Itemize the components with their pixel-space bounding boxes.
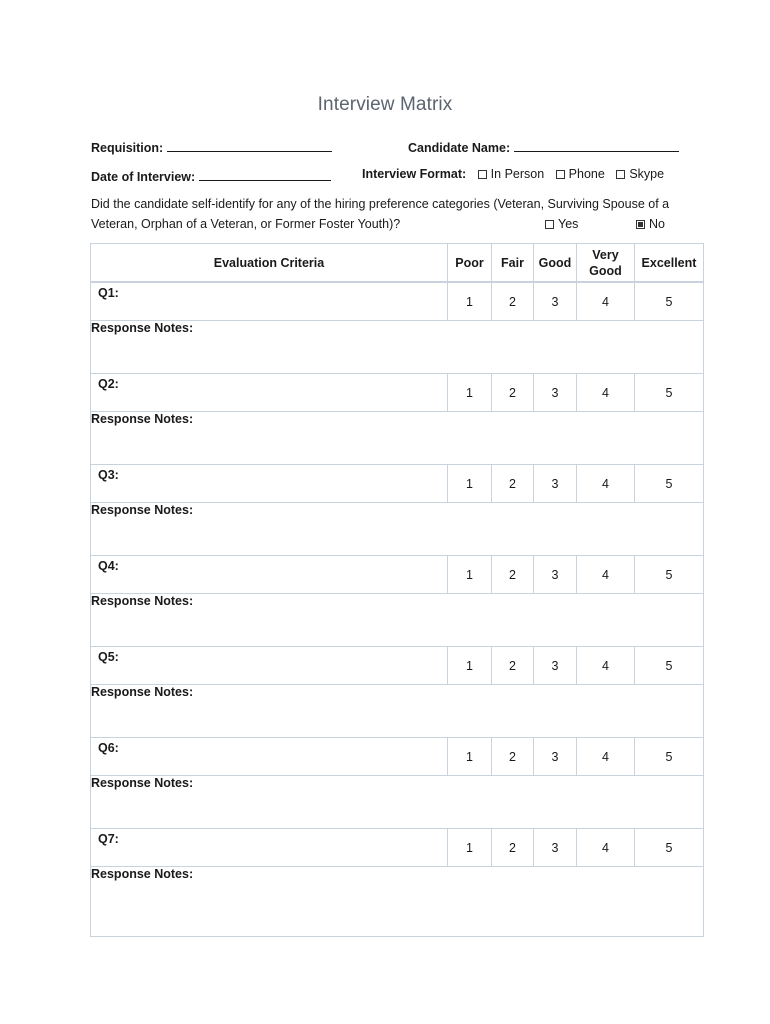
score-poor[interactable]: 1	[448, 556, 492, 594]
score-very-good[interactable]: 4	[577, 829, 635, 867]
score-good[interactable]: 3	[534, 374, 577, 412]
question-label: Q3:	[91, 465, 448, 503]
requisition-row	[91, 138, 703, 158]
score-excellent[interactable]: 5	[635, 556, 704, 594]
score-poor[interactable]: 1	[448, 738, 492, 776]
score-good[interactable]: 3	[534, 282, 577, 321]
response-notes[interactable]: Response Notes:	[91, 867, 704, 937]
score-very-good[interactable]: 4	[577, 282, 635, 321]
notes-row	[91, 503, 704, 556]
checkbox-icon[interactable]	[616, 170, 625, 179]
format-in-person-label: In Person	[490, 167, 545, 181]
preference-no-option[interactable]	[636, 214, 665, 234]
matrix-header-row	[91, 244, 704, 283]
score-fair[interactable]: 2	[492, 738, 534, 776]
score-poor[interactable]: 1	[448, 829, 492, 867]
candidate-name-input[interactable]	[514, 138, 679, 152]
notes-row	[91, 321, 704, 374]
score-very-good[interactable]: 4	[577, 738, 635, 776]
score-fair[interactable]: 2	[492, 374, 534, 412]
question-row	[91, 465, 704, 503]
matrix-body	[91, 282, 704, 937]
interview-format-label: Interview Format:	[362, 167, 467, 181]
format-in-person-option[interactable]	[478, 167, 545, 181]
rating-header-very-good: Very Good	[577, 244, 635, 283]
score-excellent[interactable]: 5	[635, 465, 704, 503]
preference-yes-label: Yes	[558, 217, 579, 231]
question-row	[91, 829, 704, 867]
question-label: Q1:	[91, 282, 448, 321]
requisition-field[interactable]	[91, 138, 332, 155]
question-label: Q2:	[91, 374, 448, 412]
criteria-header: Evaluation Criteria	[91, 244, 448, 283]
score-good[interactable]: 3	[534, 738, 577, 776]
question-row	[91, 374, 704, 412]
score-poor[interactable]: 1	[448, 465, 492, 503]
interview-format-field	[362, 167, 664, 181]
response-notes[interactable]: Response Notes:	[91, 412, 704, 465]
score-fair[interactable]: 2	[492, 556, 534, 594]
question-label: Q6:	[91, 738, 448, 776]
score-excellent[interactable]: 5	[635, 374, 704, 412]
requisition-input[interactable]	[167, 138, 332, 152]
score-fair[interactable]: 2	[492, 829, 534, 867]
date-label: Date of Interview:	[91, 170, 196, 184]
candidate-name-label: Candidate Name:	[408, 141, 511, 155]
question-row	[91, 556, 704, 594]
rating-header-good: Good	[534, 244, 577, 283]
response-notes[interactable]: Response Notes:	[91, 594, 704, 647]
checkbox-icon[interactable]	[556, 170, 565, 179]
question-label: Q5:	[91, 647, 448, 685]
checkbox-checked-icon[interactable]	[636, 220, 645, 229]
question-row	[91, 282, 704, 321]
notes-row	[91, 685, 704, 738]
candidate-name-field[interactable]	[408, 138, 679, 155]
requisition-label: Requisition:	[91, 141, 164, 155]
evaluation-matrix	[90, 243, 704, 937]
response-notes[interactable]: Response Notes:	[91, 685, 704, 738]
question-label: Q7:	[91, 829, 448, 867]
score-excellent[interactable]: 5	[635, 738, 704, 776]
preference-question	[91, 194, 691, 234]
score-poor[interactable]: 1	[448, 647, 492, 685]
preference-no-label: No	[649, 217, 665, 231]
question-label: Q4:	[91, 556, 448, 594]
notes-row	[91, 867, 704, 937]
preference-question-line1: Did the candidate self-identify for any of the hiring preference categories (Veteran, Surviving Spouse of a	[91, 197, 670, 211]
score-good[interactable]: 3	[534, 465, 577, 503]
score-excellent[interactable]: 5	[635, 282, 704, 321]
score-very-good[interactable]: 4	[577, 647, 635, 685]
notes-row	[91, 776, 704, 829]
notes-row	[91, 412, 704, 465]
score-poor[interactable]: 1	[448, 282, 492, 321]
rating-header-poor: Poor	[448, 244, 492, 283]
format-skype-option[interactable]	[616, 167, 664, 181]
date-format-row	[91, 167, 703, 187]
question-row	[91, 647, 704, 685]
score-fair[interactable]: 2	[492, 647, 534, 685]
question-row	[91, 738, 704, 776]
format-phone-label: Phone	[568, 167, 605, 181]
score-very-good[interactable]: 4	[577, 465, 635, 503]
date-field[interactable]	[91, 167, 331, 184]
preference-yes-option[interactable]	[545, 214, 578, 234]
response-notes[interactable]: Response Notes:	[91, 503, 704, 556]
score-very-good[interactable]: 4	[577, 374, 635, 412]
score-poor[interactable]: 1	[448, 374, 492, 412]
response-notes[interactable]: Response Notes:	[91, 321, 704, 374]
score-good[interactable]: 3	[534, 829, 577, 867]
score-excellent[interactable]: 5	[635, 647, 704, 685]
response-notes[interactable]: Response Notes:	[91, 776, 704, 829]
date-input[interactable]	[199, 167, 331, 181]
score-good[interactable]: 3	[534, 647, 577, 685]
rating-header-excellent: Excellent	[635, 244, 704, 283]
preference-question-line2: Veteran, Orphan of a Veteran, or Former Foster Youth)?	[91, 217, 401, 231]
checkbox-icon[interactable]	[478, 170, 487, 179]
score-very-good[interactable]: 4	[577, 556, 635, 594]
checkbox-icon[interactable]	[545, 220, 554, 229]
score-good[interactable]: 3	[534, 556, 577, 594]
format-skype-label: Skype	[629, 167, 665, 181]
score-fair[interactable]: 2	[492, 465, 534, 503]
format-phone-option[interactable]	[556, 167, 605, 181]
score-excellent[interactable]: 5	[635, 829, 704, 867]
preference-question-line2-row	[91, 214, 691, 234]
page-title: Interview Matrix	[317, 94, 453, 115]
notes-row	[91, 594, 704, 647]
score-fair[interactable]: 2	[492, 282, 534, 321]
rating-header-fair: Fair	[492, 244, 534, 283]
